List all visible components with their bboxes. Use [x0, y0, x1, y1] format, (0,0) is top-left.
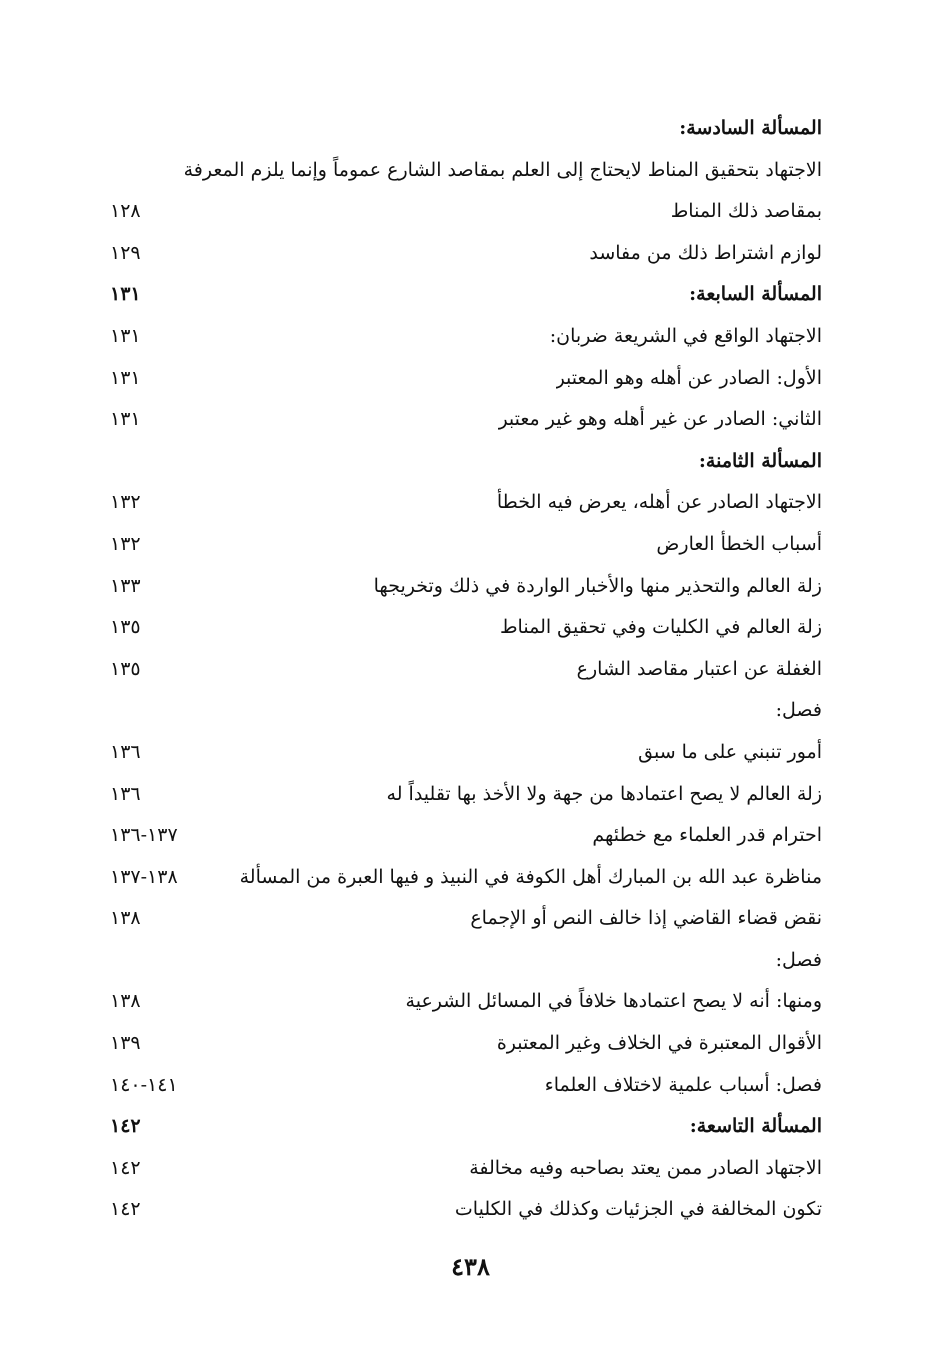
toc-entry	[110, 1189, 822, 1231]
entry-page: ١٣٨-١٣٧	[110, 865, 178, 888]
toc-entry	[110, 1106, 822, 1148]
toc-entry	[110, 1148, 822, 1190]
toc-entry	[110, 981, 822, 1023]
toc-entry	[110, 566, 822, 608]
entry-page: ١٣٨	[110, 907, 141, 930]
entry-text: مناظرة عبد الله بن المبارك أهل الكوفة في النبيذ و فيها العبرة من المسألة	[239, 865, 822, 888]
entry-text: نقض قضاء القاضي إذا خالف النص أو الإجماع	[470, 907, 822, 930]
entry-text: الثاني: الصادر عن غير أهله وهو غير معتبر	[498, 408, 822, 431]
entry-text: المسألة التاسعة:	[689, 1115, 822, 1138]
entry-page: ١٣٢	[110, 532, 141, 555]
entry-text: الاجتهاد الواقع في الشريعة ضربان:	[549, 324, 822, 347]
toc-entry	[110, 607, 822, 649]
entry-text: الغفلة عن اعتبار مقاصد الشارع	[576, 657, 822, 680]
entry-text: أسباب الخطأ العارض	[656, 532, 822, 555]
toc-entry	[110, 191, 822, 233]
entry-page: ١٣٨	[110, 990, 141, 1013]
toc-entry	[110, 857, 822, 899]
entry-text: فصل:	[775, 948, 822, 971]
entry-text: بمقاصد ذلك المناط	[670, 200, 822, 223]
entry-page: ١٣٦	[110, 740, 141, 763]
entry-page: ١٣٣	[110, 574, 141, 597]
toc-entry	[110, 940, 822, 982]
entry-text: فصل: أسباب علمية لاختلاف العلماء	[544, 1073, 822, 1096]
toc-entry	[110, 690, 822, 732]
entry-page: ١٣١	[110, 408, 141, 431]
toc-entry	[110, 233, 822, 275]
entry-page: ١٣٥	[110, 616, 141, 639]
entry-text: المسألة الثامنة:	[698, 449, 822, 472]
entry-text: فصل:	[775, 699, 822, 722]
table-of-contents	[110, 108, 822, 1231]
entry-page: ١٣١	[110, 283, 141, 306]
entry-page: ١٣٦	[110, 782, 141, 805]
entry-text: الاجتهاد الصادر عن أهله، يعرض فيه الخطأ	[496, 491, 822, 514]
entry-page: ١٤١-١٤٠	[110, 1073, 178, 1096]
entry-page: ١٣١	[110, 366, 141, 389]
toc-entry	[110, 815, 822, 857]
entry-text: زلة العالم لا يصح اعتمادها من جهة ولا الأخذ بها تقليداً له	[386, 782, 822, 805]
entry-page: ١٢٨	[110, 200, 141, 223]
entry-page: ١٢٩	[110, 241, 141, 264]
toc-entry	[110, 108, 822, 150]
entry-page: ١٤٢	[110, 1198, 141, 1221]
toc-entry	[110, 358, 822, 400]
toc-entry	[110, 274, 822, 316]
toc-entry	[110, 150, 822, 192]
entry-text: تكون المخالفة في الجزئيات وكذلك في الكليات	[454, 1198, 822, 1221]
toc-entry	[110, 1065, 822, 1107]
toc-entry	[110, 441, 822, 483]
entry-text: الاجتهاد بتحقيق المناط لايحتاج إلى العلم بمقاصد الشارع عموماً وإنما يلزم المعرفة	[183, 158, 822, 181]
entry-text: زلة العالم والتحذير منها والأخبار الواردة في ذلك وتخريجها	[373, 574, 822, 597]
entry-text: ومنها: أنه لا يصح اعتمادها خلافاً في المسائل الشرعية	[405, 990, 822, 1013]
entry-page: ١٣٧-١٣٦	[110, 824, 178, 847]
entry-text: الاجتهاد الصادر ممن يعتد بصاحبه وفيه مخالفة	[469, 1156, 822, 1179]
entry-text: زلة العالم في الكليات وفي تحقيق المناط	[499, 616, 822, 639]
entry-page: ١٣١	[110, 324, 141, 347]
toc-entry	[110, 524, 822, 566]
entry-text: الأول: الصادر عن أهله وهو المعتبر	[555, 366, 822, 389]
toc-entry	[110, 1023, 822, 1065]
entry-page: ١٣٢	[110, 491, 141, 514]
toc-entry	[110, 732, 822, 774]
entry-text: المسألة السابعة:	[689, 283, 822, 306]
toc-entry	[110, 316, 822, 358]
toc-entry	[110, 774, 822, 816]
entry-page: ١٣٥	[110, 657, 141, 680]
entry-page: ١٤٢	[110, 1115, 141, 1138]
entry-page: ١٣٩	[110, 1032, 141, 1055]
toc-entry	[110, 649, 822, 691]
entry-text: الأقوال المعتبرة في الخلاف وغير المعتبرة	[496, 1032, 822, 1055]
entry-text: لوازم اشتراط ذلك من مفاسد	[589, 241, 822, 264]
toc-entry	[110, 399, 822, 441]
toc-entry	[110, 898, 822, 940]
toc-entry	[110, 482, 822, 524]
page-number: ٤٣٨	[451, 1252, 490, 1281]
entry-text: المسألة السادسة:	[679, 117, 822, 139]
entry-text: أمور تنبني على ما سبق	[638, 740, 822, 763]
entry-page: ١٤٢	[110, 1156, 141, 1179]
entry-text: احترام قدر العلماء مع خطئهم	[592, 824, 822, 847]
